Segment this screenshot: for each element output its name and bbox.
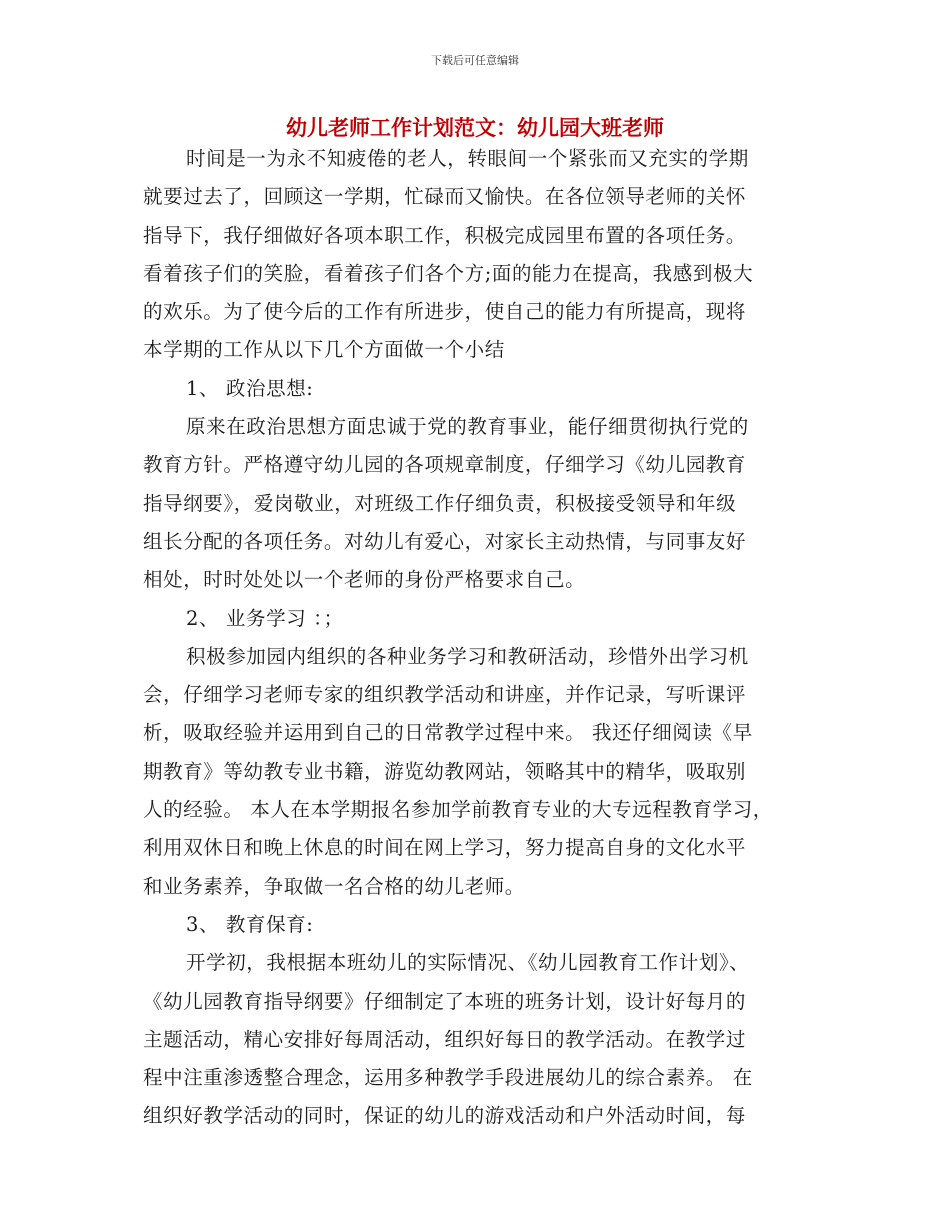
text-line: 看着孩子们的笑脸，看着孩子们各个方;面的能力在提高，我感到极大 xyxy=(143,261,754,285)
text-line: 主题活动，精心安排好每周活动，组织好每日的教学活动。在教学过 xyxy=(143,1027,747,1051)
text-line: 程中注重渗透整合理念，运用多种教学手段进展幼儿的综合素养。 在 xyxy=(143,1066,753,1090)
text-line: 开学初，我根据本班幼儿的实际情况、《幼儿园教育工作计划》、 xyxy=(186,951,750,975)
text-line: 组织好教学活动的同时，保证的幼儿的游戏活动和户外活动时间，每 xyxy=(143,1104,747,1128)
text-line: 本学期的工作从以下几个方面做一个小结 xyxy=(143,338,505,362)
text-line: 人的经验。 本人在本学期报名参加学前教育专业的大专远程教育学习， xyxy=(143,798,773,822)
page-header-note: 下载后可任意编辑 xyxy=(431,54,519,67)
text-line: 教育方针。严格遵守幼儿园的各项规章制度，仔细学习《幼儿园教育 xyxy=(143,453,747,477)
text-line: 析，吸取经验并运用到自己的日常教学过程中来。 我还仔细阅读《早 xyxy=(143,721,753,745)
document-body xyxy=(143,140,823,1136)
section-heading: 1、 政治思想: xyxy=(186,376,314,400)
text-line: 《幼儿园教育指导纲要》仔细制定了本班的班务计划，设计好每月的 xyxy=(143,989,747,1013)
text-line: 时间是一为永不知疲倦的老人，转眼间一个紧张而又充实的学期 xyxy=(186,147,749,170)
text-line: 原来在政治思想方面忠诚于党的教育事业，能仔细贯彻执行党的 xyxy=(186,415,749,439)
document-title: 幼儿老师工作计划范文：幼儿园大班老师 xyxy=(286,116,664,140)
text-line: 就要过去了，回顾这一学期，忙碌而又愉快。在各位领导老师的关怀 xyxy=(143,185,747,209)
section-heading: 2、 业务学习 ：； xyxy=(186,606,344,630)
section-heading: 3、 教育保育: xyxy=(186,912,314,936)
text-line: 相处，时时处处以一个老师的身份严格要求自己。 xyxy=(143,568,586,592)
text-line: 会，仔细学习老师专家的组织教学活动和讲座，并作记录，写听课评 xyxy=(143,683,747,707)
text-line: 组长分配的各项任务。对幼儿有爱心，对家长主动热情，与同事友好 xyxy=(143,529,747,553)
text-line: 的欢乐。为了使今后的工作有所进步，使自己的能力有所提高，现将 xyxy=(143,300,747,324)
text-line: 指导下，我仔细做好各项本职工作，积极完成园里布置的各项任务。 xyxy=(143,223,747,247)
text-line: 和业务素养，争取做一名合格的幼儿老师。 xyxy=(143,874,525,898)
text-line: 积极参加园内组织的各种业务学习和教研活动，珍惜外出学习机 xyxy=(186,644,749,668)
text-line: 指导纲要》，爱岗敬业，对班级工作仔细负责，积极接受领导和年级 xyxy=(143,491,737,515)
text-line: 利用双休日和晚上休息的时间在网上学习，努力提高自身的文化水平 xyxy=(143,836,747,860)
text-line: 期教育》等幼教专业书籍，游览幼教网站，领略其中的精华，吸取别 xyxy=(143,759,747,783)
